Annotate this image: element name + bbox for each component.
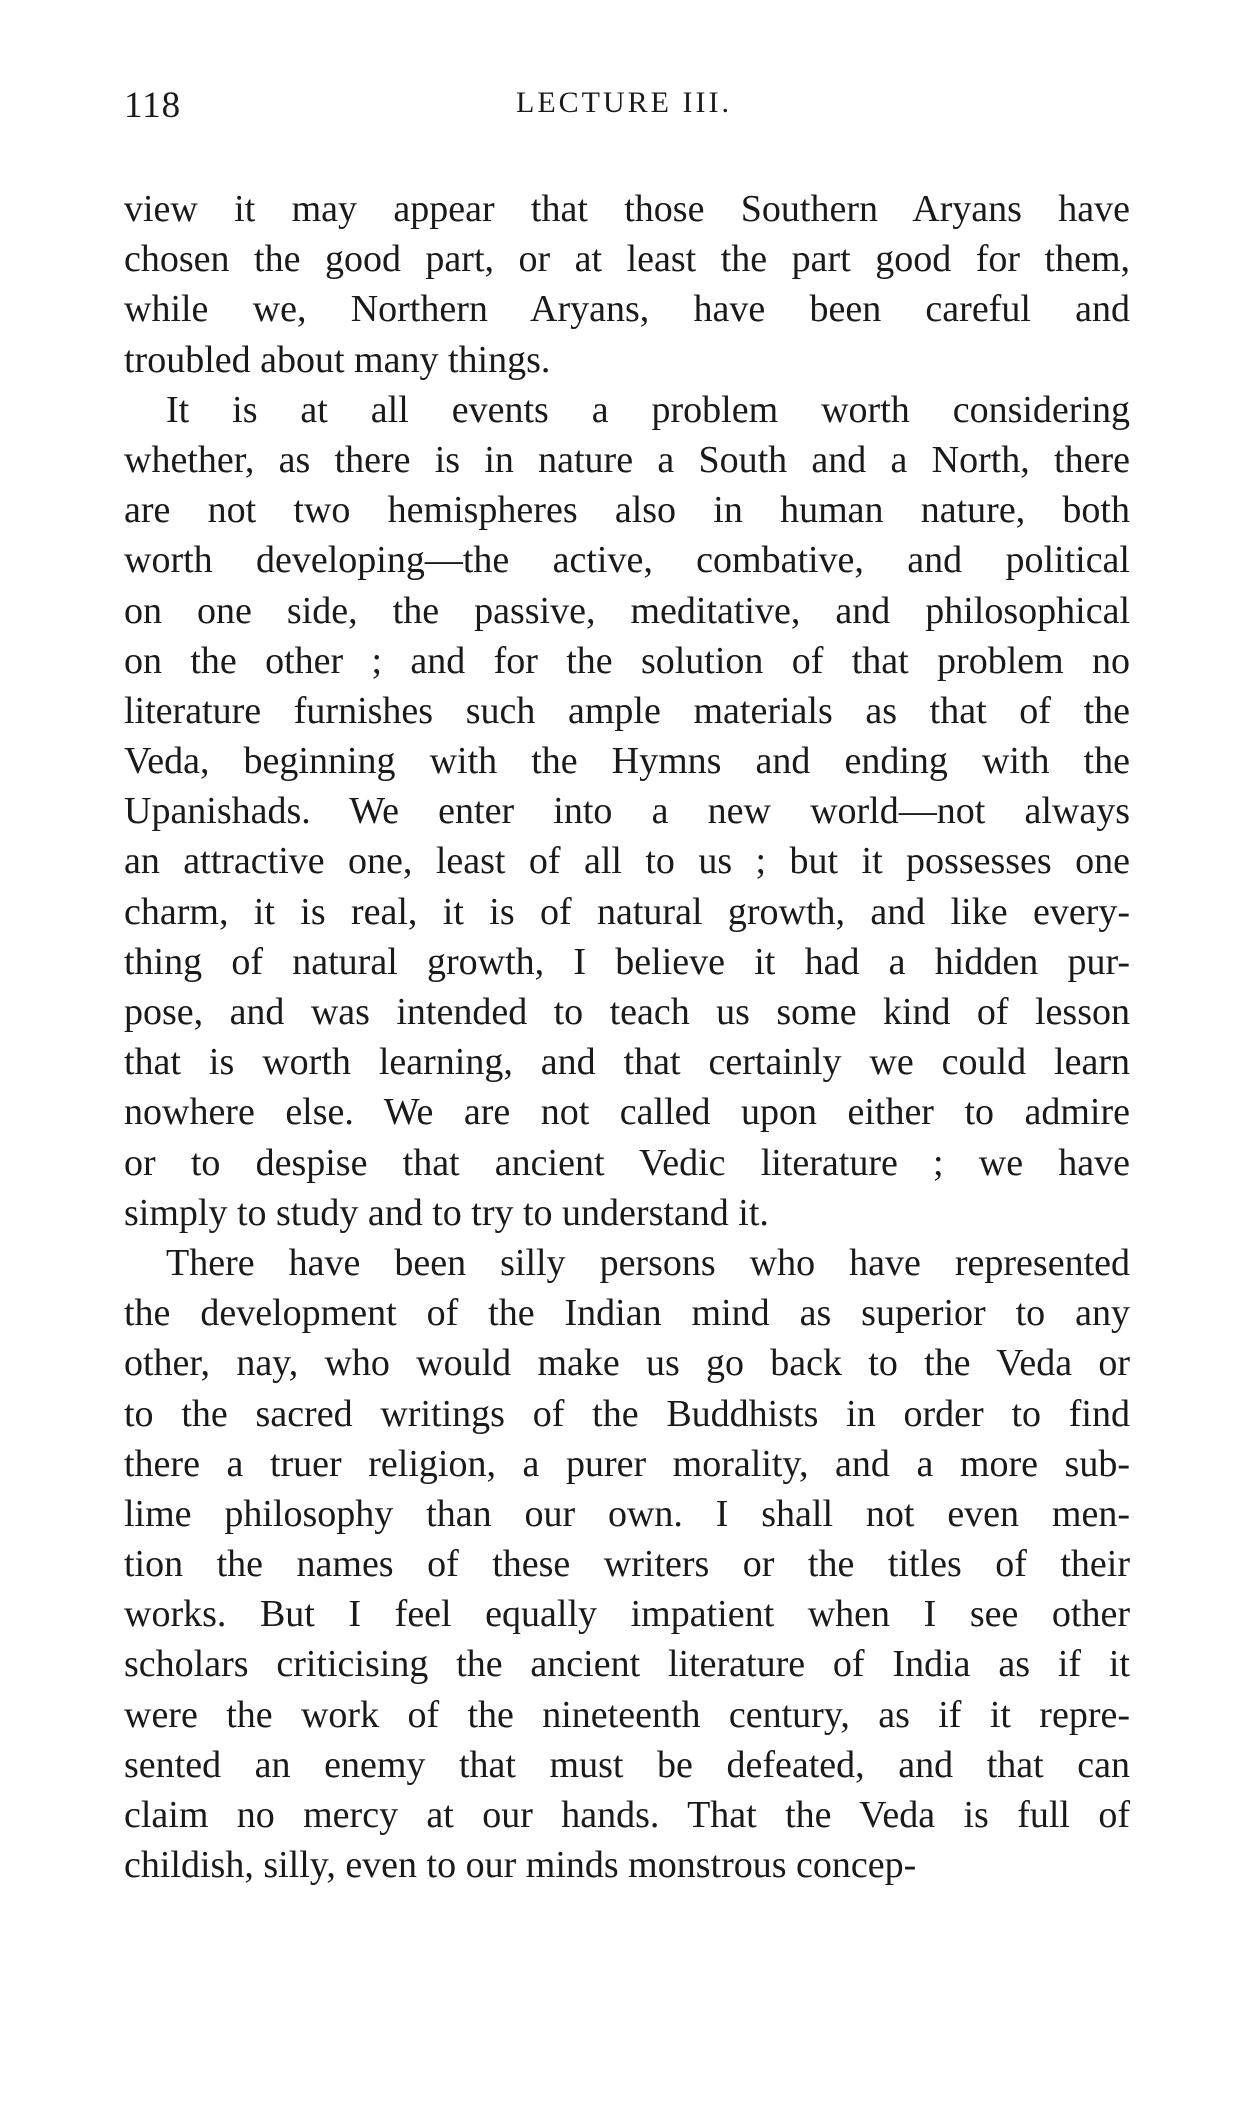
text-line: Veda, beginning with the Hymns and ending with the — [124, 740, 1130, 783]
text-line: pose, and was intended to teach us some kind of lesson — [124, 991, 1130, 1033]
text-line: chosen the good part, or at least the part good for them, — [124, 238, 1130, 281]
text-line: nowhere else. We are not called upon either to admire — [124, 1091, 1130, 1134]
text-line: view it may appear that those Southern Aryans have — [124, 188, 1130, 230]
text-line: scholars criticising the ancient literature of India as if it — [124, 1643, 1130, 1686]
text-line: on the other ; and for the solution of that problem no — [124, 639, 1130, 682]
text-line: were the work of the nineteenth century, as if it repre- — [124, 1693, 1130, 1736]
paragraph — [124, 1238, 1130, 1890]
text-line: sented an enemy that must be defeated, and that can — [124, 1743, 1130, 1786]
text-line: charm, it is real, it is of natural growth, and like every- — [124, 890, 1130, 933]
text-line: claim no mercy at our hands. That the Veda is full of — [124, 1794, 1130, 1836]
text-line: childish, silly, even to our minds monstrous concep- — [124, 1844, 917, 1887]
text-line: there a truer religion, a purer morality, and a more sub- — [124, 1442, 1130, 1485]
text-line: or to despise that ancient Vedic literature ; we have — [124, 1141, 1130, 1184]
text-line: tion the names of these writers or the titles of their — [124, 1543, 1130, 1586]
text-line: the development of the Indian mind as superior to any — [124, 1292, 1130, 1335]
text-line: worth developing—the active, combative, and political — [124, 539, 1130, 582]
text-line: are not two hemispheres also in human nature, both — [124, 489, 1130, 532]
text-line: thing of natural growth, I believe it had a hidden pur- — [124, 940, 1130, 983]
text-line: simply to study and to try to understand it. — [124, 1191, 769, 1234]
text-line: Upanishads. We enter into a new world—not always — [124, 790, 1130, 833]
page-header — [124, 84, 1124, 144]
page-number: 118 — [124, 85, 182, 126]
text-line: that is worth learning, and that certainly we could learn — [124, 1041, 1130, 1084]
paragraph — [124, 385, 1130, 1238]
text-line: on one side, the passive, meditative, and philosophical — [124, 589, 1130, 632]
body-text — [124, 184, 1130, 1890]
running-head: LECTURE III. — [516, 86, 732, 119]
text-line: while we, Northern Aryans, have been careful and — [124, 288, 1130, 331]
text-line: It is at all events a problem worth considering — [166, 388, 1130, 431]
paragraph — [124, 184, 1130, 385]
text-line: troubled about many things. — [124, 338, 551, 381]
text-line: literature furnishes such ample materials as that of the — [124, 689, 1130, 732]
text-line: lime philosophy than our own. I shall not even men- — [124, 1492, 1130, 1535]
text-line: whether, as there is in nature a South and a North, there — [124, 438, 1130, 481]
text-line: works. But I feel equally impatient when I see other — [124, 1593, 1130, 1636]
text-line: an attractive one, least of all to us ; but it possesses one — [124, 840, 1130, 883]
text-line: other, nay, who would make us go back to the Veda or — [124, 1342, 1130, 1385]
text-line: There have been silly persons who have represented — [166, 1241, 1130, 1284]
text-line: to the sacred writings of the Buddhists in order to find — [124, 1392, 1130, 1435]
